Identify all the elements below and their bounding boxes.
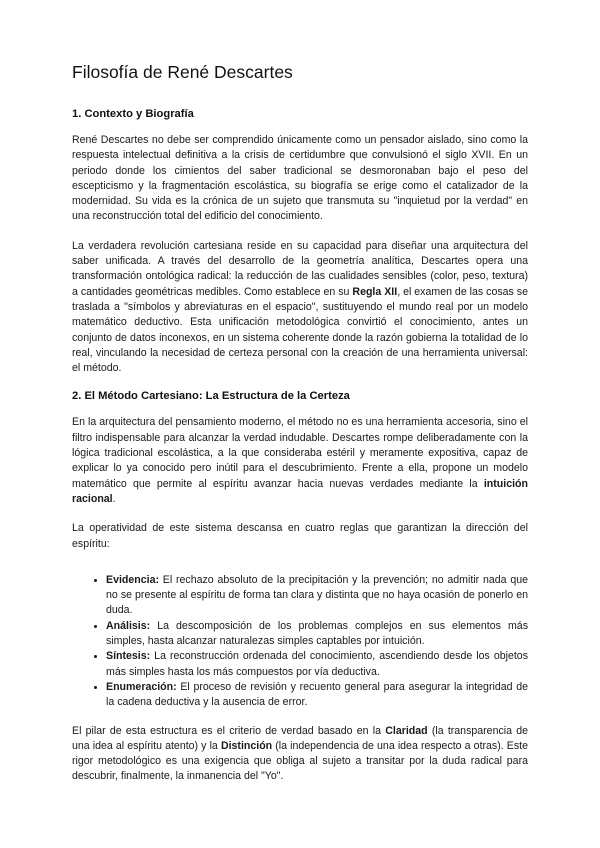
paragraph-text: (la transparencia de una idea al espíritu atento) y la (72, 724, 528, 752)
rule-text: El proceso de revisión y recuento general para asegurar la integridad de la cadena deductiva y la ausencia de error. (106, 680, 528, 709)
paragraph-rules-intro: La operatividad de este sistema descansa en cuatro reglas que garantizan la dirección del espíritu: (72, 522, 528, 550)
bold-term: Regla XII (352, 285, 398, 298)
paragraph-revolution (72, 239, 528, 377)
bold-term: Claridad (385, 724, 428, 737)
rule-term: Síntesis: (106, 650, 151, 663)
list-item (106, 680, 528, 711)
rule-term: Análisis: (106, 619, 151, 632)
list-item (106, 619, 528, 650)
paragraph-biography: René Descartes no debe ser comprendido únicamente como un pensador aislado, sino como la respuesta intelectual definitiva a la crisis de certidumbre que convulsionó el siglo XVII. En un periodo donde los cimientos del saber tradicional se desmoronaban bajo el peso del escepticismo y la fragmentación escolástica, su biografía se erige como el catalizador de la modernidad. Su vida es la crónica de un sujeto que transmuta su "inquietud por la verdad" en una reconstrucción total del edificio del conocimiento. (72, 134, 528, 223)
paragraph-text: , el examen de las cosas se traslada a "símbolos y abreviaturas en el espacio", sustituyendo el mundo real por un modelo matemático deductivo. Esta unificación metodológica convirtió el conocimiento, antes un conjunto de datos inconexos, en un sistema coherente donde la razón gobierna la totalidad de lo real, vinculando la necesidad de certeza personal con la creación de una herramienta universal: el método. (72, 285, 528, 375)
document-page (72, 62, 528, 799)
paragraph-criteria (72, 724, 528, 785)
section-heading-context: 1. Contexto y Biografía (72, 108, 194, 120)
paragraph-text: En la arquitectura del pensamiento moderno, el método no es una herramienta accesoria, sino el filtro indispensable para alcanzar la verdad indudable. Descartes rompe deliberadamente con la lógica tradicional escolástica, a la que consideraba estéril y meramente expositiva, capaz de explicar lo ya conocido pero inútil para el descubrimiento. Frente a ella, propone un modelo matemático que permite al espíritu avanzar hacia nuevas verdades mediante la (72, 416, 528, 490)
bold-term: Distinción (220, 739, 273, 752)
paragraph-text: El pilar de esta estructura es el criterio de verdad basado en la (72, 724, 386, 737)
paragraph-method-intro (72, 415, 528, 507)
rule-term: Enumeración: (106, 680, 177, 693)
rule-text: La reconstrucción ordenada del conocimiento, ascendiendo desde los objetos más simples hasta los más compuestos por vía deductiva. (106, 650, 528, 678)
rule-text: La descomposición de los problemas complejos en sus elementos más simples, hasta alcanzar naturalezas simples captables por intuición. (106, 619, 528, 648)
rule-text: El rechazo absoluto de la precipitación y la prevención; no admitir nada que no se presente al espíritu de forma tan clara y distinta que no haya ocasión de ponerlo en duda. (106, 573, 528, 617)
paragraph-text: La verdadera revolución cartesiana reside en su capacidad para diseñar una arquitectura del saber unificada. A través del desarrollo de la geometría analítica, Descartes opera una transformación ontológica radical: la reducción de las cualidades sensibles (color, peso, textura) a cantidades geométricas medibles. Como establece en su (72, 239, 528, 298)
section-heading-method: 2. El Método Cartesiano: La Estructura de la Certeza (72, 390, 350, 403)
document-title: Filosofía de René Descartes (72, 62, 293, 82)
paragraph-text: (la independencia de una idea respecto a otras). Este rigor metodológico es una exigencia que obliga al sujeto a transitar por la duda radical para descubrir, finalmente, la inmanencia del "Yo". (72, 739, 528, 783)
bold-term: intuición racional (72, 477, 528, 505)
list-item (106, 649, 528, 680)
rule-term: Evidencia: (106, 573, 159, 586)
rules-list (72, 573, 528, 711)
paragraph-text: . (112, 492, 116, 505)
list-item (106, 573, 528, 619)
